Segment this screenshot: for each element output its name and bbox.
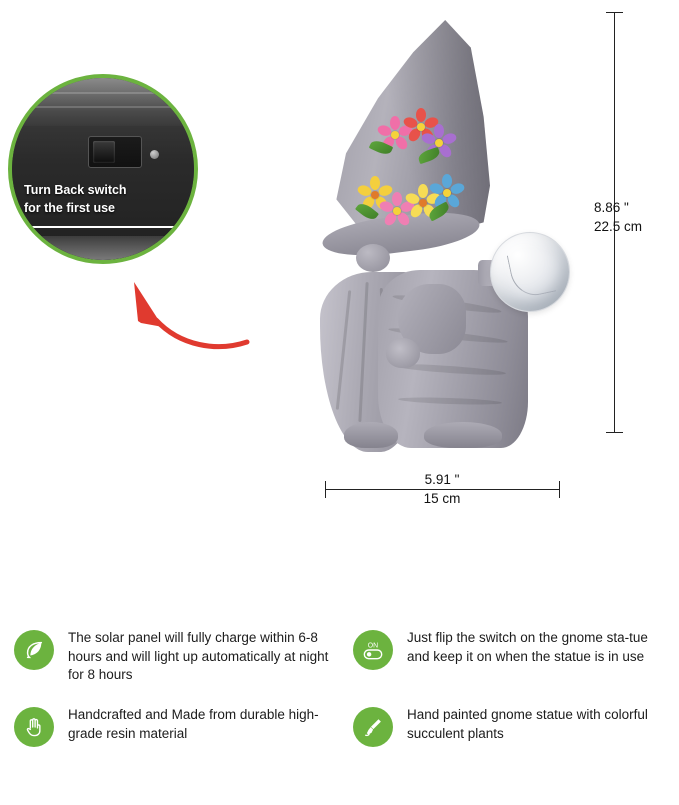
solar-switch-inset: [8, 74, 198, 264]
gnome-foot-left: [344, 422, 398, 448]
width-dimension-label: [325, 470, 559, 508]
feature-text: Just flip the switch on the gnome sta-tue and keep it on when the statue is in use: [407, 630, 648, 664]
feature-text: Hand painted gnome statue with colorful succulent plants: [407, 706, 648, 741]
solar-panel: [8, 78, 198, 126]
gnome-statue-image: [320, 20, 560, 440]
hand-icon: [14, 707, 54, 747]
glass-ball-filament: [507, 247, 556, 300]
feature-item-handcrafted: [0, 695, 339, 757]
feature-list: [0, 618, 679, 757]
height-dimension-label: [594, 198, 642, 236]
width-cm: 15 cm: [423, 491, 461, 507]
height-cm: 22.5 cm: [594, 219, 643, 235]
gnome-hand: [386, 338, 420, 368]
inset-caption-line1: Turn Back switch: [24, 183, 127, 197]
width-inches: 5.91 ": [424, 472, 460, 487]
inset-background-photo: [12, 78, 194, 260]
inset-foreground-surface: [12, 236, 194, 260]
power-switch: [88, 136, 142, 168]
inset-caption: [24, 182, 184, 218]
feature-row-2: [0, 695, 679, 757]
feature-item-solar-charge: [0, 618, 339, 695]
paint-brush-icon: [353, 707, 393, 747]
feature-item-hand-painted: [339, 695, 678, 757]
width-dimension-cap-right: [559, 481, 560, 498]
inset-caption-line2: for the first use: [24, 200, 115, 215]
gnome-foot-right: [424, 422, 502, 448]
height-inches: 8.86 ": [594, 200, 629, 215]
height-dimension-cap-bottom: [606, 432, 623, 433]
feature-row-1: [0, 618, 679, 695]
height-dimension-cap-top: [606, 12, 623, 13]
switch-toggle: [93, 141, 115, 163]
screw-icon: [150, 150, 159, 159]
gnome-nose: [356, 244, 390, 272]
feature-item-switch: [339, 618, 678, 695]
leaf-icon: [14, 630, 54, 670]
inset-caption-underline: [24, 226, 176, 228]
glass-ball: [490, 232, 570, 312]
red-arrow-icon: [122, 276, 252, 352]
svg-text:ON: ON: [367, 642, 379, 650]
feature-text: The solar panel will fully charge within 6-8 hours and will light up automatically at night for 8 hours: [68, 630, 329, 683]
feature-text: Handcrafted and Made from durable high-grade resin material: [68, 706, 319, 741]
on-switch-icon: [353, 630, 393, 670]
